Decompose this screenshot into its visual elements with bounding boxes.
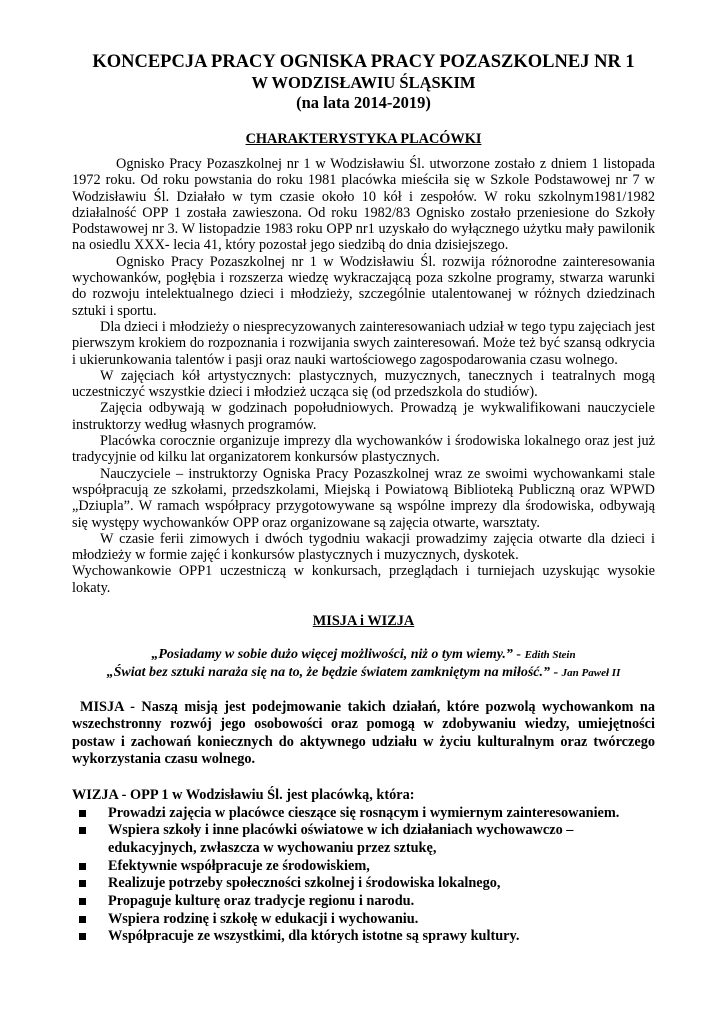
characteristics-paragraph: Ognisko Pracy Pozaszkolnej nr 1 w Wodzisławiu Śl. utworzone zostało z dniem 1 listopada 1972 roku. Od roku powstania do roku 1981 placówka mieściła się w Szkole Podstawowej nr 7 w Wodzisławiu Śl. Działało w tym czasie około 10 kół i zespołów. W roku szkolnym1981/1982 działalność OPP 1 została zawieszona. Od roku 1982/83 Ognisko zostało przeniesione do Szkoły Podstawowej nr 3. W listopadzie 1983 roku OPP nr1 uzyskało do wyłącznego użytku mały pawilonik na osiedlu XXX- lecia 41, który pozostał jego siedzibą do dnia dzisiejszego. (72, 156, 655, 254)
vision-item (72, 805, 655, 823)
vision-item (72, 911, 655, 929)
characteristics-closing: Wychowankowie OPP1 uczestniczą w konkursach, przeglądach i turniejach uzyskując wysokie lokaty. (72, 563, 655, 596)
characteristics-paragraph: Placówka corocznie organizuje imprezy dla wychowanków i środowiska lokalnego oraz jest już tradycyjnie od kilku lat organizatorem konkursów plastycznych. (72, 433, 655, 466)
characteristics-paragraph: W zajęciach kół artystycznych: plastycznych, muzycznych, tanecznych i teatralnych mogą uczestniczyć wszystkie dzieci i młodzież ucząca się (od przedszkola do studiów). (72, 367, 655, 401)
document-subtitle-years: (na lata 2014-2019) (296, 93, 431, 112)
characteristics-paragraph: W czasie ferii zimowych i dwóch tygodniu wakacji prowadzimy zajęcia otwarte dla dzieci i młodzieży w formie zajęć i konkursów plastycznych i muzycznych, dyskotek. (72, 530, 655, 564)
vision-item (72, 822, 655, 857)
characteristics-paragraph: Ognisko Pracy Pozaszkolnej nr 1 w Wodzisławiu Śl. rozwija różnorodne zainteresowania wychowanków, pogłębia i rozszerza wiedzę wykraczającą poza szkolne programy, stwarza warunki do rozwoju intelektualnego dzieci i młodzieży, szczególnie utalentowanej w różnych dziedzinach sztuki i sportu. (72, 253, 655, 319)
mission-statement: MISJA - Naszą misją jest podejmowanie takich działań, które pozwolą wychowankom na wszechstronny rozwój jego osobowości oraz pomogą w zdobywaniu wiedzy, umiejętności postaw i zachowań koniecznych do aktywnego udziału w życiu kulturalnym oraz twórczego wykorzystania czasu wolnego. (72, 699, 655, 767)
characteristics-section (72, 156, 655, 596)
vision-item-text: Wspiera rodzinę i szkołę w edukacji i wychowaniu. (108, 910, 419, 927)
quote-author: Jan Paweł II (561, 667, 621, 680)
vision-item (72, 875, 655, 893)
vision-item (72, 893, 655, 911)
vision-item-text: Realizuje potrzeby społeczności szkolnej i środowiska lokalnego, (108, 875, 501, 892)
mission-vision-heading: MISJA i WIZJA (312, 613, 415, 630)
quote-text: „Posiadamy w sobie dużo więcej możliwości, niż o tym wiemy.” - (151, 647, 525, 663)
vision-list (72, 805, 655, 947)
bullet-icon (79, 810, 86, 817)
characteristics-paragraph: Nauczyciele – instruktorzy Ogniska Pracy Pozaszkolnej wraz ze swoimi wychowankami stale współpracują ze szkołami, przedszkolami, Miejską i Powiatową Biblioteką Publiczną oraz WPWD „Dziupla”. W ramach współpracy przygotowywane są wspólne imprezy dla środowiska, odbywają się występy wychowanków OPP oraz organizowane są zajęcia otwarte, warsztaty. (72, 465, 655, 531)
vision-item-text: Współpracuje ze wszystkimi, dla których istotne są sprawy kultury. (108, 928, 520, 945)
document-page (72, 52, 655, 946)
quote (72, 646, 655, 664)
bullet-icon (79, 827, 86, 834)
quote-author: Edith Stein (524, 649, 576, 662)
bullet-icon (79, 880, 86, 887)
vision-intro: WIZJA - OPP 1 w Wodzisławiu Śl. jest placówką, która: (72, 787, 415, 804)
vision-item-text: Wspiera szkoły i inne placówki oświatowe w ich działaniach wychowawczo – edukacyjnych, zwłaszcza w wychowaniu przez sztukę, (108, 822, 574, 856)
vision-item-text: Efektywnie współpracuje ze środowiskiem, (108, 857, 370, 874)
vision-item-text: Propaguje kulturę oraz tradycje regionu i narodu. (108, 893, 415, 910)
document-title: KONCEPCJA PRACY OGNISKA PRACY POZASZKOLNEJ NR 1 (92, 52, 635, 72)
quotes-block (72, 646, 655, 682)
characteristics-heading: CHARAKTERYSTYKA PLACÓWKI (245, 131, 482, 147)
bullet-icon (79, 898, 86, 905)
characteristics-paragraph: Dla dzieci i młodzieży o niesprecyzowanych zainteresowaniach udział w tego typu zajęciach jest pierwszym krokiem do rozpoznania i rozwijania swych zainteresowań. Może też być szansą odkrycia i ukierunkowania talentów i pasji oraz nauki wartościowego zagospodarowania czasu wolnego. (72, 318, 655, 368)
quote (72, 664, 655, 682)
document-subtitle-city: W WODZISŁAWIU ŚLĄSKIM (251, 73, 476, 92)
vision-item (72, 928, 655, 946)
vision-item (72, 858, 655, 876)
quote-text: „Świat bez sztuki naraża się na to, że będzie światem zamkniętym na miłość.” - (106, 665, 562, 681)
characteristics-paragraph: Zajęcia odbywają w godzinach popołudniowych. Prowadzą je wykwalifikowani nauczyciele instruktorzy według własnych programów. (72, 400, 655, 433)
bullet-icon (79, 863, 86, 870)
bullet-icon (79, 916, 86, 923)
vision-item-text: Prowadzi zajęcia w placówce cieszące się rosnącym i wymiernym zainteresowaniem. (108, 804, 620, 821)
bullet-icon (79, 933, 86, 940)
